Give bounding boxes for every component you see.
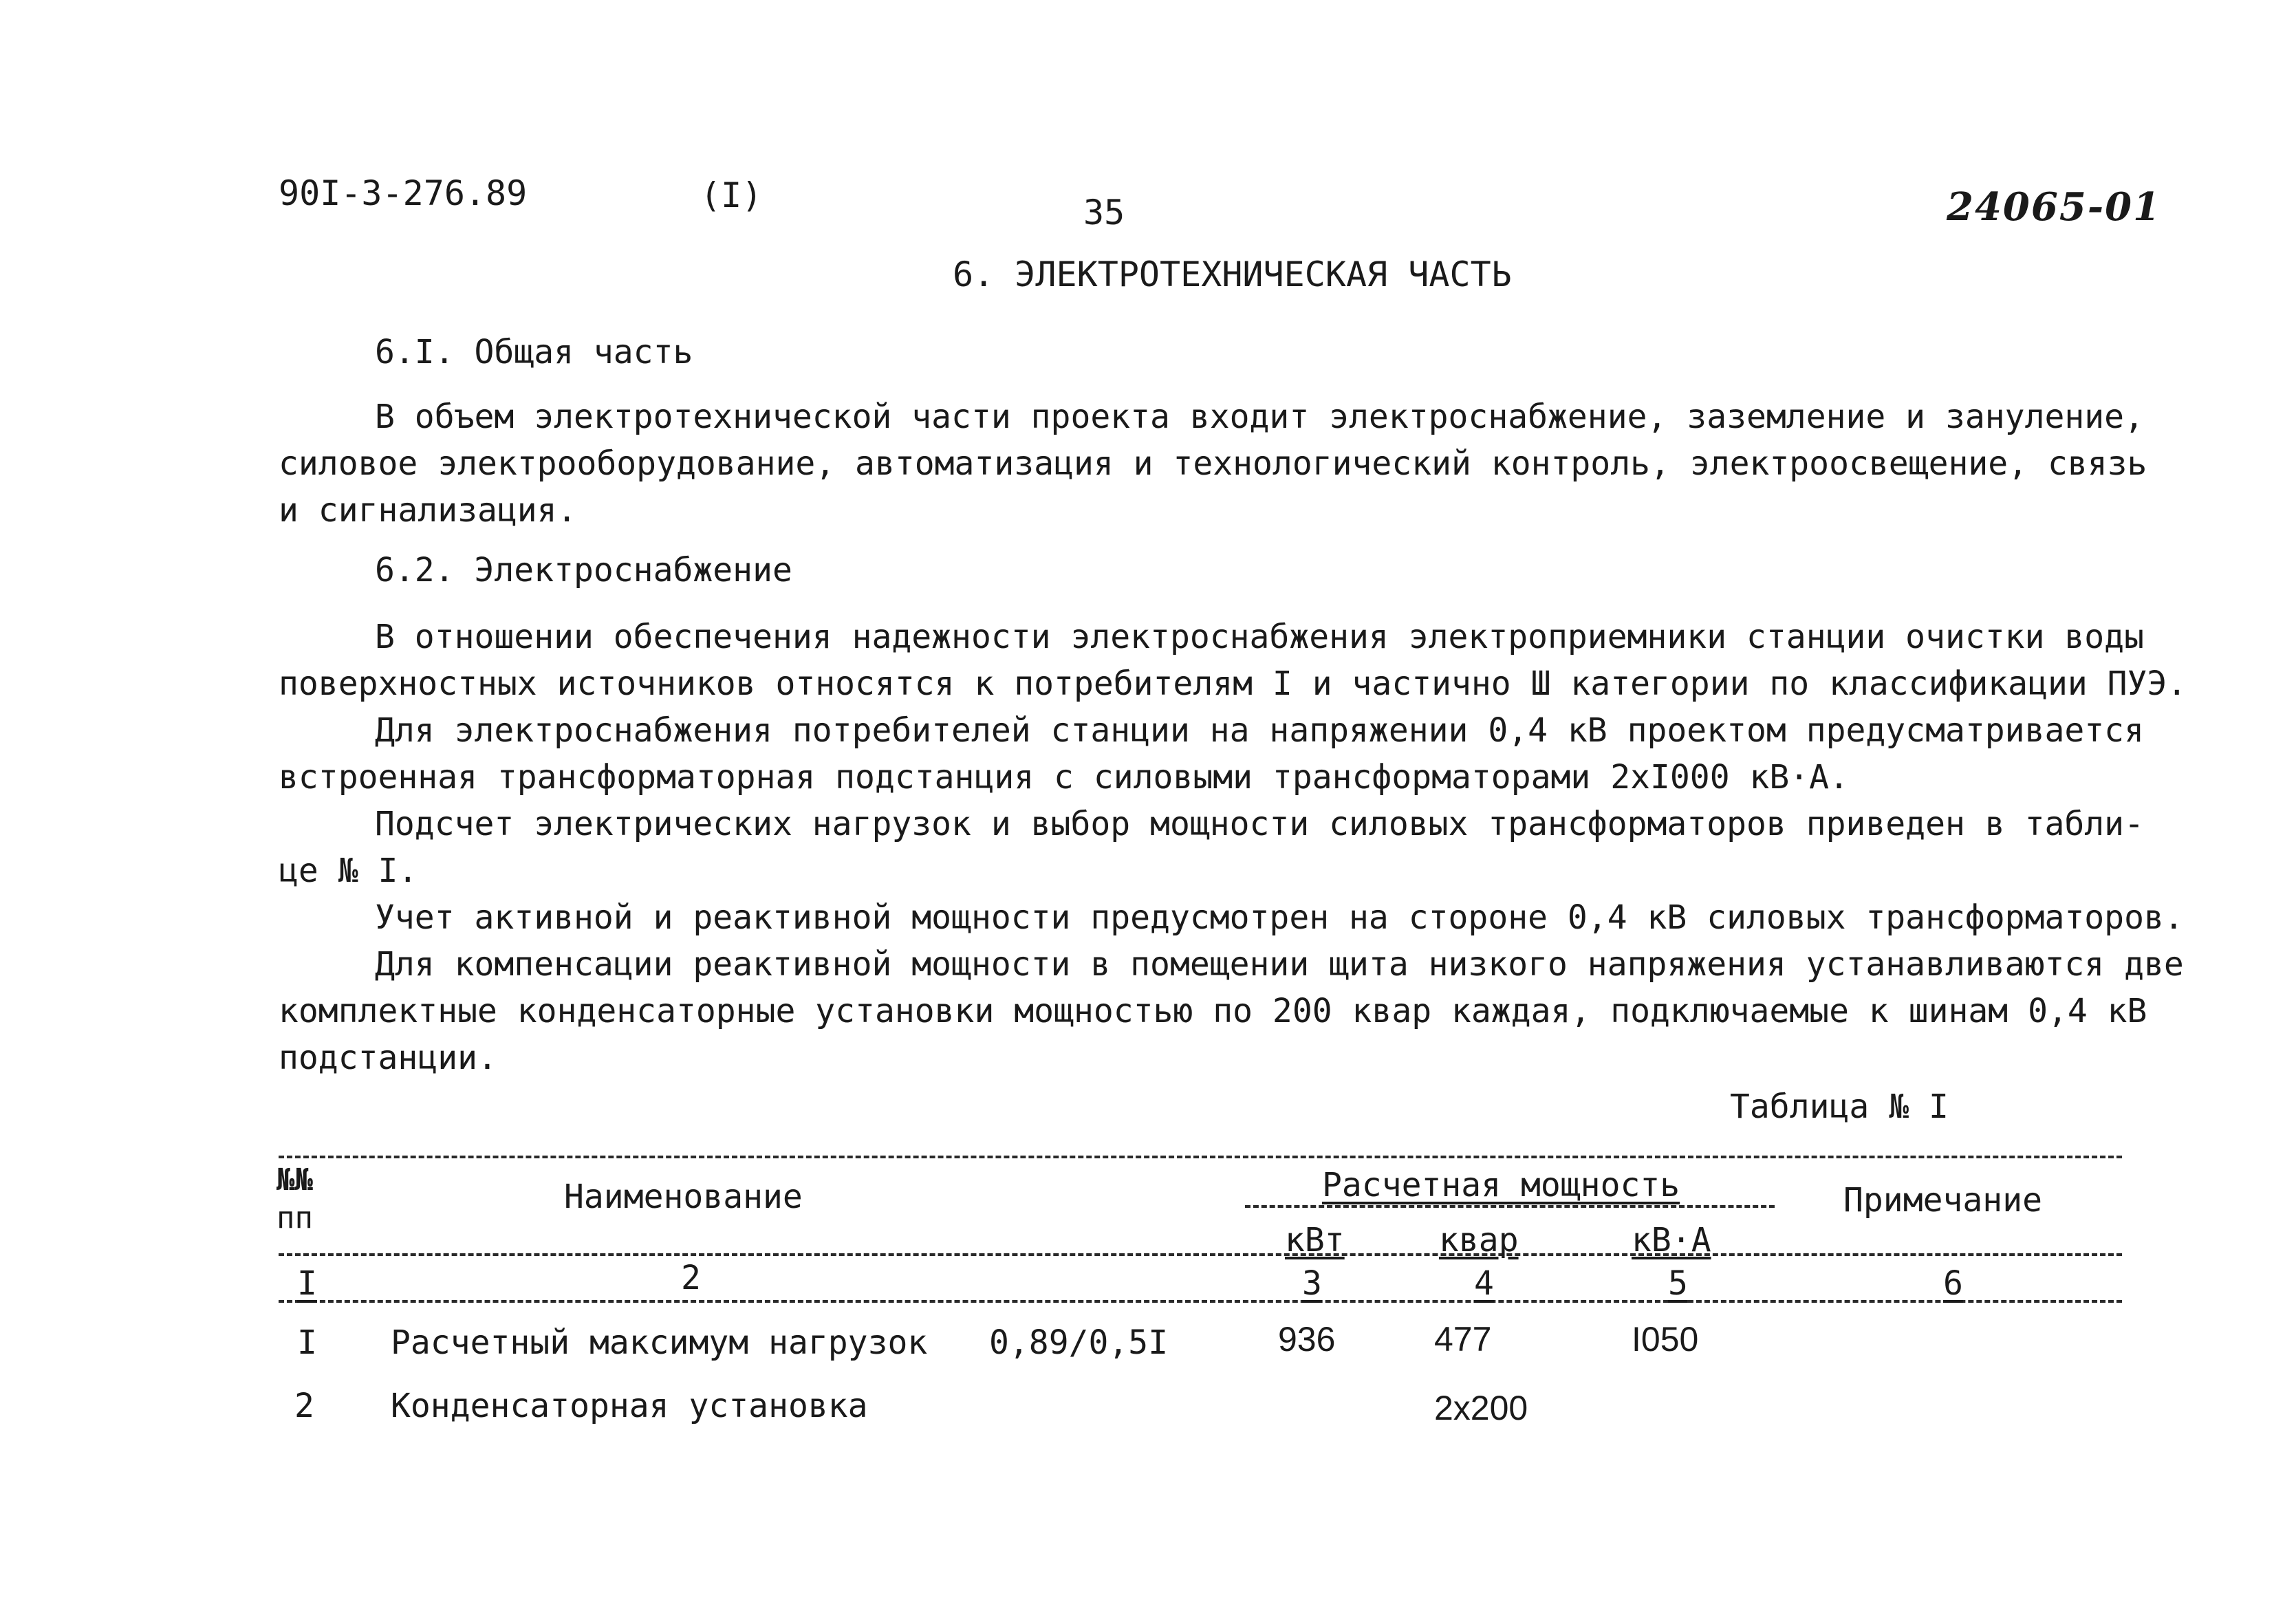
header-num-pp: пп: [277, 1200, 313, 1235]
power-group-rule: [1245, 1205, 1775, 1208]
handwritten-stamp: 24065-01: [1947, 184, 2161, 230]
subsection-heading-power-supply: 6.2. Электроснабжение: [375, 551, 792, 589]
paragraph-line: комплектные конденсаторные установки мощностью по 200 квар каждая, подключаемые к шинам 0,4 кВ: [279, 992, 2147, 1030]
paragraph-line: В отношении обеспечения надежности электроснабжения электроприемники станции очистки воды: [375, 618, 2144, 656]
header-power-group: Расчетная мощность: [1322, 1166, 1680, 1204]
row1-kw: 936: [1278, 1320, 1336, 1358]
row2-name: Конденсаторная установка: [391, 1387, 868, 1425]
row1-num: I: [297, 1323, 317, 1362]
row1-name: Расчетный максимум нагрузок: [391, 1323, 928, 1362]
paragraph-line: це № I.: [279, 852, 418, 890]
col-number-2: 2: [681, 1259, 701, 1297]
column-numbers-rule: [279, 1300, 2122, 1303]
header-kw: кВт: [1285, 1221, 1345, 1259]
row2-kvar: 2х200: [1434, 1389, 1528, 1427]
table-caption: Таблица № I: [1730, 1087, 1949, 1126]
paragraph-line: поверхностных источников относятся к потребителям I и частично Ш категории по классификации ПУЭ.: [279, 664, 2187, 703]
paragraph-line: и сигнализация.: [279, 491, 577, 530]
header-name: Наименование: [564, 1178, 803, 1216]
paragraph-line: Подсчет электрических нагрузок и выбор мощности силовых трансформаторов приведен в табли-: [375, 805, 2144, 843]
paragraph-line: Для компенсации реактивной мощности в помещении щита низкого напряжения устанавливаются две: [375, 945, 2184, 984]
row1-kvar: 477: [1434, 1320, 1492, 1358]
subsection-heading-general: 6.I. Общая часть: [375, 333, 693, 371]
document-code: 90I-3-276.89: [279, 173, 528, 213]
row2-num: 2: [294, 1387, 314, 1425]
col-number-4: 4: [1474, 1264, 1494, 1303]
paragraph-line: подстанции.: [279, 1039, 497, 1077]
header-note: Примечание: [1843, 1181, 2042, 1220]
paragraph-line: В объем электротехнической части проекта входит электроснабжение, заземление и зануление,: [375, 398, 2144, 436]
col-number-3: 3: [1302, 1264, 1322, 1303]
paragraph-line: Для электроснабжения потребителей станции на напряжении 0,4 кВ проектом предусматривается: [375, 711, 2144, 750]
header-bottom-rule: [279, 1253, 2122, 1256]
col-number-5: 5: [1668, 1264, 1688, 1303]
paragraph-line: силовое электрооборудование, автоматизация и технологический контроль, электроосвещение, связь: [279, 444, 2147, 483]
row1-kva: I050: [1632, 1320, 1699, 1358]
section-title: 6. ЭЛЕКТРОТЕХНИЧЕСКАЯ ЧАСТЬ: [953, 255, 1512, 294]
header-num: №№: [277, 1162, 313, 1198]
row1-extra: 0,89/0,5I: [989, 1323, 1169, 1362]
header-kva: кВ·А: [1632, 1221, 1711, 1259]
col-number-6: 6: [1943, 1264, 1963, 1303]
paragraph-line: Учет активной и реактивной мощности предусмотрен на стороне 0,4 кВ силовых трансформаторов.: [375, 898, 2184, 937]
col-number-1: I: [297, 1264, 317, 1303]
table-top-rule: [279, 1156, 2122, 1158]
header-kvar: квар: [1439, 1221, 1519, 1259]
paragraph-line: встроенная трансформаторная подстанция с силовыми трансформаторами 2хI000 кВ·А.: [279, 758, 1849, 797]
page-number: 35: [1083, 193, 1125, 232]
volume-number: (I): [700, 175, 763, 215]
